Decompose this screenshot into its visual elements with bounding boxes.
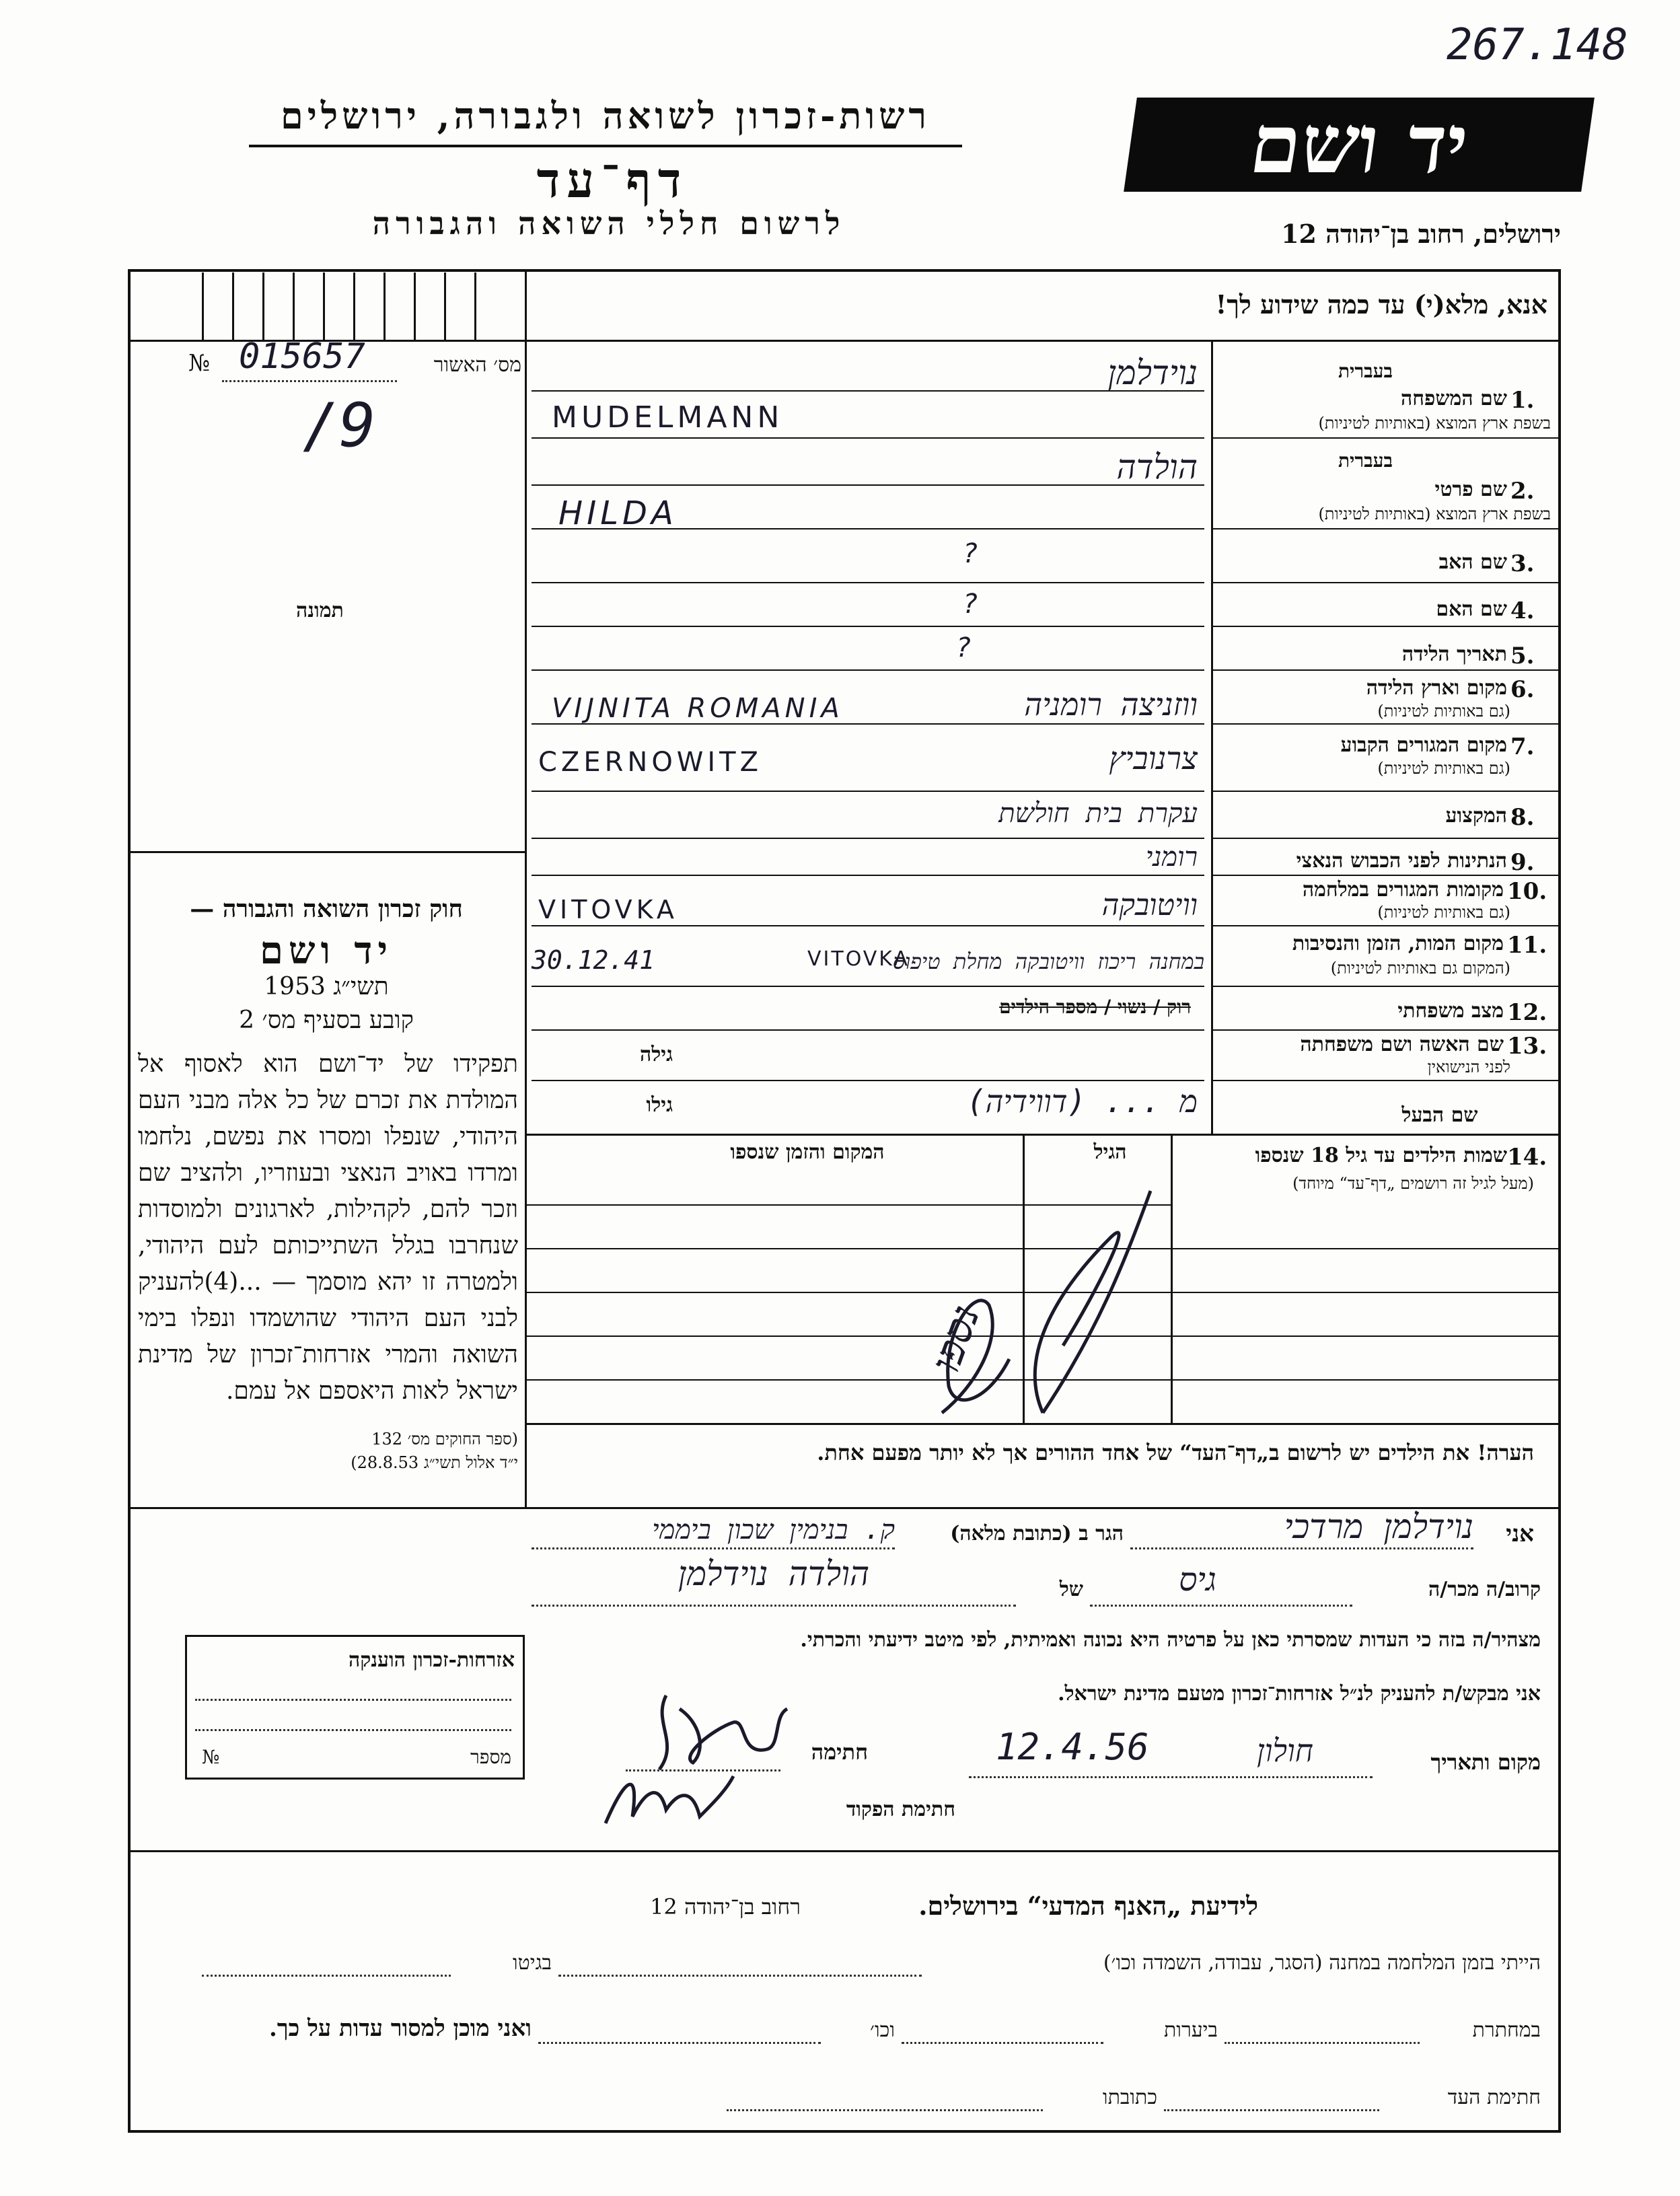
field-13-sub: לפני הנישואין	[1427, 1058, 1510, 1076]
decl-relative-label: קרוב/ה מכר/ה	[1428, 1578, 1541, 1601]
decl-declarant-name[interactable]: נוידלמן מרדכי	[1284, 1507, 1473, 1546]
field-12-label: מצב משפחתי	[1397, 999, 1504, 1023]
decl-signature-label: חתימה	[811, 1739, 868, 1765]
field-1-label: שם המשפחה	[1400, 387, 1507, 410]
label-column-divider	[1211, 340, 1213, 1134]
field-8-label: המקצוע	[1445, 804, 1507, 828]
field-2-lang: בעברית	[1338, 449, 1393, 472]
footer-line1-a: הייתי בזמן המלחמה במחנה (הסגר, עבודה, השמדה וכו׳)	[1103, 1951, 1541, 1975]
citizenship-number-label: מספר	[470, 1746, 511, 1768]
field-10-sub: (גם באותיות לטיניות)	[1377, 903, 1510, 922]
tick	[474, 272, 476, 340]
field-11-label: מקום המות, הזמן והנסיבות	[1292, 932, 1504, 955]
field-9-label: הנתינות לפני הכבוש הנאצי	[1296, 849, 1507, 873]
row-line	[1211, 791, 1561, 792]
field-2-value-he[interactable]: הולדה	[1116, 447, 1198, 486]
decl-victim-dots	[532, 1605, 1016, 1607]
tick	[293, 272, 295, 340]
value-line	[532, 838, 1204, 839]
field-4-num: 4.	[1510, 597, 1535, 624]
children-sub: (מעל לגיל זה רושמים „דף־עד“ מיוחד)	[1292, 1174, 1534, 1193]
field-12-num: 12.	[1507, 999, 1547, 1026]
field-4-value[interactable]: ?	[962, 589, 979, 620]
decl-place-value[interactable]: חולון	[1256, 1732, 1313, 1769]
form-subtitle: לרשום חללי השואה והגבורה	[372, 205, 846, 242]
registration-number: 015657	[239, 336, 365, 377]
field-13-num: 13.	[1507, 1033, 1547, 1060]
value-line	[532, 582, 1204, 583]
field-1-num: 1.	[1510, 387, 1535, 414]
note: הערה! את הילדים יש לרשום ב„דף־העד“ של אחד ההורים אך לא יותר מפעם אחת.	[817, 1440, 1534, 1465]
children-top-line	[525, 1134, 1561, 1136]
field-10-num: 10.	[1507, 878, 1547, 905]
citizenship-no-symbol: №	[202, 1746, 220, 1768]
tick	[323, 272, 325, 340]
children-scribble: נספו	[922, 1298, 990, 1379]
registration-mark: /9	[303, 390, 376, 461]
registration-label: מס׳ האשור	[433, 353, 521, 377]
field-11-sub: (המקום גם באותיות לטיניות)	[1330, 959, 1510, 978]
citizenship-dots	[195, 1699, 511, 1701]
org-line: רשות-זכרון לשואה ולגבורה, ירושלים	[281, 94, 930, 137]
decl-place-dots	[969, 1776, 1373, 1778]
field-6-label: מקום וארץ הלידה	[1366, 676, 1507, 700]
field-6-sub: (גם באותיות לטיניות)	[1377, 702, 1510, 721]
value-line	[532, 925, 1204, 926]
decl-request: אני מבקש/ת להעניק לנ״ל אזרחות־זכרון מטעם מדינת ישראל.	[1058, 1682, 1541, 1706]
value-line	[532, 437, 1204, 439]
decl-relation-value[interactable]: גיס	[1179, 1561, 1216, 1599]
declarant-signature	[639, 1682, 794, 1776]
field-9-num: 9.	[1510, 849, 1535, 876]
law-year: תשי״ג 1953	[264, 973, 389, 1000]
field-3-num: 3.	[1510, 550, 1535, 577]
footer-line2-c: וכו׳	[870, 2018, 895, 2042]
decl-place-date-label: מקום ותאריך	[1430, 1749, 1541, 1775]
instruction-underline	[525, 340, 1561, 342]
row-line	[1211, 1080, 1561, 1081]
field-6-value-he[interactable]: ווזניצה רומניה	[1024, 686, 1198, 723]
cross-out-scribble	[841, 1184, 1164, 1426]
footer-line3-dots	[1164, 2109, 1379, 2111]
registration-no-symbol: №	[188, 350, 211, 377]
decl-officer-signature-label: חתימת הפקוד	[846, 1798, 955, 1821]
footer-line1-b: בגיטו	[512, 1951, 552, 1975]
decl-relation-dots	[1090, 1605, 1352, 1607]
tick	[414, 272, 416, 340]
tick	[384, 272, 386, 340]
value-line	[532, 626, 1204, 627]
row-line	[1211, 528, 1561, 529]
value-line	[532, 1080, 1204, 1081]
law-text: תפקידו של יד־ושם הוא לאסוף אל המולדת את זכרם של כל אלה מבני העם היהודי, שנפלו ומסרו את נפשם, נלחמו ומרדו באויב הנאצי ובעוזריו, ולהציב שם וזכר להם, לקהילות, לארגונים ולמוסדות שנחרבו בגלל השתייכותם לעם היהודי, ולמטרה זו יהא מוסמך — ...(4)להעניק לבני העם היהודי שהושמדו ונפלו בימי השואה והמרי אזרחות־זכרון של מדינת ישראל לאות היאספם אל עמם.	[138, 1050, 518, 1405]
officer-signature	[592, 1763, 740, 1837]
field-2-sub: בשפת ארץ המוצא (באותיות לטיניות)	[1318, 505, 1551, 523]
field-2-value-latin[interactable]: HILDA	[558, 495, 678, 532]
row-line	[1211, 437, 1561, 439]
law-ref-2: י״ד אלול תשי״ג 28.8.53)	[351, 1453, 518, 1472]
decl-resides-label: הגר ב (כתובת מלאה)	[950, 1522, 1124, 1545]
photo-bottom-line	[128, 851, 525, 853]
row-line	[1211, 875, 1561, 876]
field-10-value-he[interactable]: וויטובקה	[1101, 888, 1198, 922]
tick	[202, 272, 204, 340]
field-1-sub: בשפת ארץ המוצא (באותיות לטיניות)	[1318, 414, 1551, 433]
instruction: אנא, מלא(י) עד כמה שידוע לך!	[1215, 289, 1547, 320]
law-title: חוק זכרון השואה והגבורה —	[190, 895, 463, 923]
value-line	[532, 875, 1204, 876]
field-13-gila-label: גילה	[639, 1043, 673, 1066]
field-9-value[interactable]: רומני	[1145, 842, 1198, 873]
footer-line2-d: ואני מוכן למסור עדות על כך.	[269, 2015, 532, 2042]
field-13-gilo-label: גילו	[646, 1093, 673, 1117]
value-line	[532, 1029, 1204, 1031]
footer-line3-b: כתובתו	[1102, 2086, 1157, 2109]
field-8-num: 8.	[1510, 804, 1535, 831]
footer-line2-a: במחתרת	[1472, 2018, 1541, 2042]
registration-dots	[222, 380, 397, 382]
footer-divider	[128, 1850, 1561, 1852]
field-10-value-latin[interactable]: VITOVKA	[538, 895, 678, 924]
field-13-husband-value[interactable]: מ ... (דווידיה)	[966, 1083, 1198, 1120]
field-2-num: 2.	[1510, 478, 1535, 505]
field-10-label: מקומות המגורים במלחמה	[1302, 878, 1504, 902]
children-col-place: המקום והזמן שנספו	[730, 1140, 885, 1164]
row-line	[1211, 626, 1561, 627]
decl-victim-value[interactable]: הולדה נוידלמן	[678, 1554, 870, 1593]
field-5-value[interactable]: ?	[955, 632, 972, 663]
footer-line1-dots	[558, 1975, 922, 1977]
field-1-value-he[interactable]: נוידלמן	[1107, 353, 1198, 392]
tick	[353, 272, 355, 340]
field-2-label: שם פרטי	[1434, 478, 1507, 501]
decl-date-value[interactable]: 12.4.56	[996, 1726, 1149, 1768]
citizenship-dots	[195, 1729, 511, 1731]
field-12-value[interactable]: רוק / נשוי / מספר הילדים	[999, 996, 1191, 1018]
decl-name-dots	[1130, 1547, 1473, 1549]
org-underline	[249, 145, 962, 147]
decl-of-label: של	[1059, 1578, 1083, 1601]
field-6-value-latin[interactable]: VIJNITA ROMANIA	[552, 693, 844, 724]
children-col-age: הגיל	[1093, 1140, 1127, 1164]
photo-label: תמונה	[296, 599, 344, 622]
footer-line1-dots2	[202, 1975, 451, 1977]
value-line	[532, 669, 1204, 671]
decl-ani: אני	[1506, 1521, 1534, 1547]
field-6-num: 6.	[1510, 676, 1535, 703]
left-column-divider	[525, 269, 527, 1507]
field-4-label: שם האם	[1436, 597, 1507, 621]
decl-address-value[interactable]: ק. בנימין שכון ביממי	[652, 1514, 895, 1545]
field-8-value[interactable]: עקרת בית חולשת	[998, 798, 1198, 829]
row-line	[1211, 986, 1561, 987]
row-line	[1211, 669, 1561, 671]
footer-line3-dots2	[727, 2109, 1043, 2111]
row-line	[1211, 582, 1561, 583]
decl-statement: מצהיר/ה בזה כי העדות שמסרתי כאן על פרטיה היא נכונה ואמיתית, לפי מיטב ידיעתי והכרתי.	[800, 1628, 1541, 1652]
field-5-num: 5.	[1510, 643, 1535, 669]
footer-line2-dots2	[902, 2042, 1103, 2044]
logo-text: יד ושם	[1244, 97, 1474, 192]
field-3-value[interactable]: ?	[962, 538, 979, 569]
law-name: יד ושם	[259, 928, 394, 973]
field-11-value-he[interactable]: במחנה ריכוז וויטובקה מחלת טיפוס	[892, 949, 1204, 974]
tick	[262, 272, 264, 340]
row-line	[1211, 723, 1561, 725]
tick	[232, 272, 234, 340]
address: ירושלים, רחוב בן־יהודה 12	[1281, 219, 1561, 249]
field-1-value-latin[interactable]: MUDELMANN	[552, 400, 784, 435]
row-line	[1211, 925, 1561, 926]
field-7-value-latin[interactable]: CZERNOWITZ	[538, 747, 762, 778]
tick	[444, 272, 446, 340]
row-line	[1211, 838, 1561, 839]
footer-line2-dots3	[538, 2042, 821, 2044]
footer-address: רחוב בן־יהודה 12	[650, 1894, 801, 1919]
children-num: 14.	[1507, 1144, 1547, 1171]
footer-line2-dots	[1225, 2042, 1420, 2044]
archive-number: 267.148	[1447, 20, 1628, 70]
footer-heading: לידיעת „האנף המדעי“ בירושלים.	[918, 1891, 1258, 1921]
citizenship-title: אזרחות-זכרון הוענקה	[348, 1648, 515, 1672]
field-13-label: שם האשה ושם משפחתה	[1300, 1033, 1504, 1056]
row-line	[1211, 1029, 1561, 1031]
field-3-label: שם האב	[1438, 550, 1507, 574]
field-7-num: 7.	[1510, 733, 1535, 760]
children-label: שמות הילדים עד גיל 18 שנספו	[1255, 1144, 1507, 1167]
value-line	[532, 986, 1204, 987]
field-11-num: 11.	[1507, 932, 1547, 959]
form-title: דף־עד	[536, 151, 688, 209]
logo	[1124, 98, 1595, 192]
field-13-husband-label: שם הבעל	[1401, 1103, 1478, 1127]
footer-line2-b: ביערות	[1163, 2018, 1218, 2042]
footer-line3-a: חתימת העד	[1447, 2086, 1541, 2109]
field-7-label: מקום המגורים הקבוע	[1340, 733, 1507, 757]
law-clause: קובע בסעיף מס׳ 2	[239, 1007, 414, 1034]
field-1-lang: בעברית	[1338, 360, 1393, 382]
law-ref-1: (ספר החוקים מס׳ 132	[371, 1430, 518, 1449]
field-5-label: תאריך הלידה	[1401, 643, 1507, 666]
field-11-value-latin[interactable]: VITOVKA	[807, 947, 910, 971]
value-line	[532, 791, 1204, 792]
decl-address-dots	[532, 1547, 895, 1549]
field-7-sub: (גם באותיות לטיניות)	[1377, 759, 1510, 778]
field-11-value-date[interactable]: 30.12.41	[532, 945, 655, 975]
field-7-value-he[interactable]: צרנוביץ	[1109, 740, 1198, 776]
